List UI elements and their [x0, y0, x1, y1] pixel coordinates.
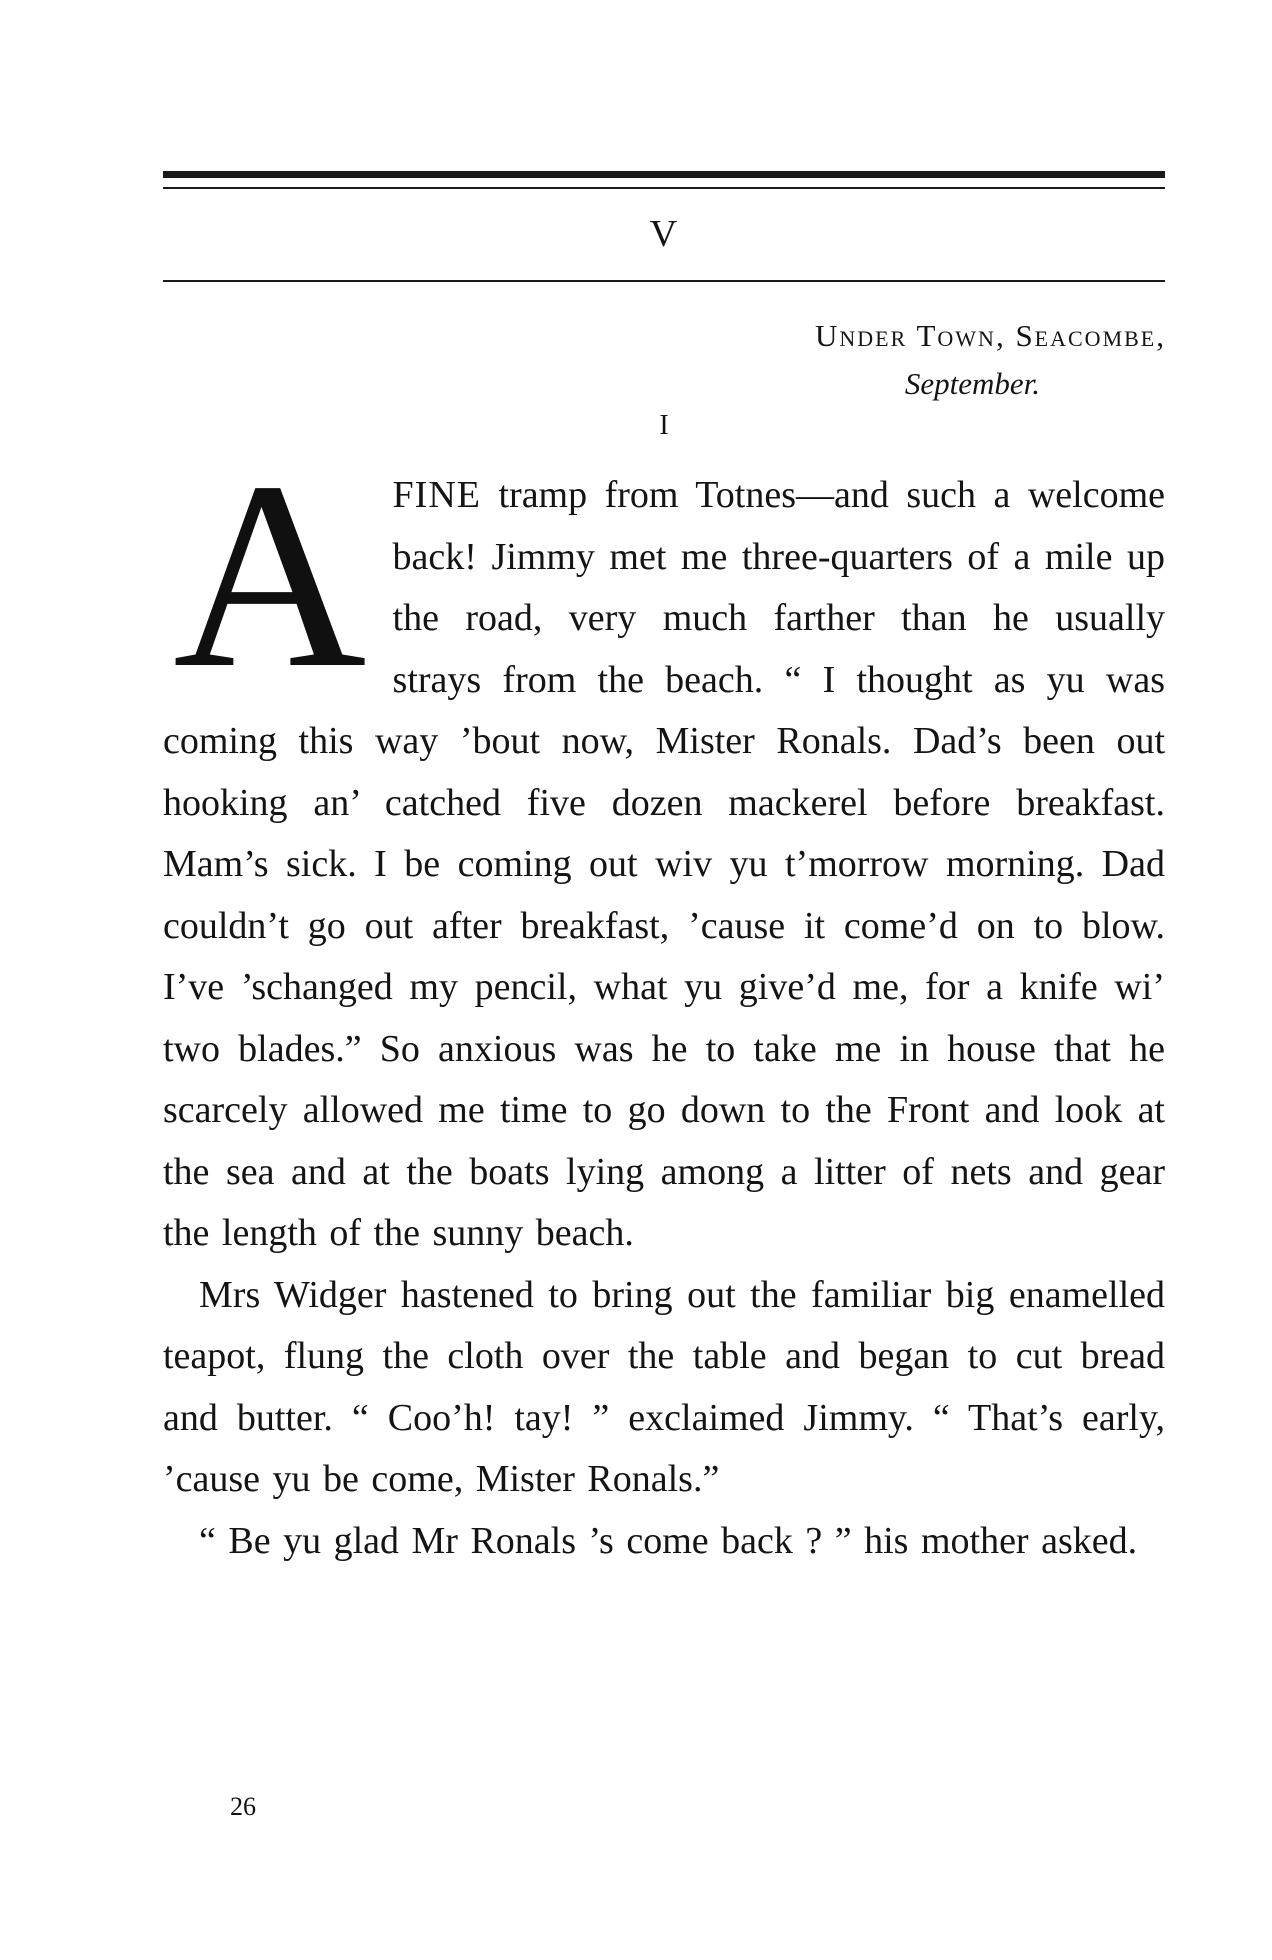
paragraph-1-text: tramp from Totnes—and such a welcome back! Jimmy met me three-quarters of a mile up the road, very much farther than he usually strays from the beach. “ I thought as yu was coming this way ’bout now, Mister Ronals. Dad’s been out hooking an’ catched five dozen mackerel before breakfast. Mam’s sick. I be coming out wiv yu t’morrow morning. Dad couldn’t go out after breakfast, ’cause it come’d on to blow. I’ve ’schanged my pencil, what yu give’d me, for a knife wi’ two blades.” So anxious was he to take me in house that he scarcely allowed me time to go down to the Front and look at the sea and at the boats lying among a litter of nets and gear the length of the sunny beach.	[163, 474, 1165, 1254]
header-rule-thin	[163, 187, 1165, 189]
header-rule-thick	[163, 171, 1165, 178]
lead-word: FINE	[392, 474, 481, 516]
paragraph-1	[163, 426, 1165, 1265]
chapter-rule	[163, 280, 1165, 282]
date-heading: September.	[904, 366, 1040, 401]
page-number: 26	[230, 1792, 256, 1821]
paragraph-2: Mrs Widger hastened to bring out the familiar big enamelled teapot, flung the cloth over the table and began to cut bread and butter. “ Coo’h! tay! ” exclaimed Jimmy. “ That’s early, ’cause yu be come, Mister Ronals.”	[163, 1273, 1165, 1500]
section-number: I	[659, 410, 669, 441]
chapter-number: V	[649, 213, 679, 255]
location-heading: Under Town, Seacombe,	[815, 318, 1166, 353]
paragraph-3: “ Be yu glad Mr Ronals ’s come back ? ” his mother asked.	[199, 1519, 1138, 1562]
body-text	[163, 426, 1165, 1572]
drop-cap: A	[173, 426, 367, 723]
